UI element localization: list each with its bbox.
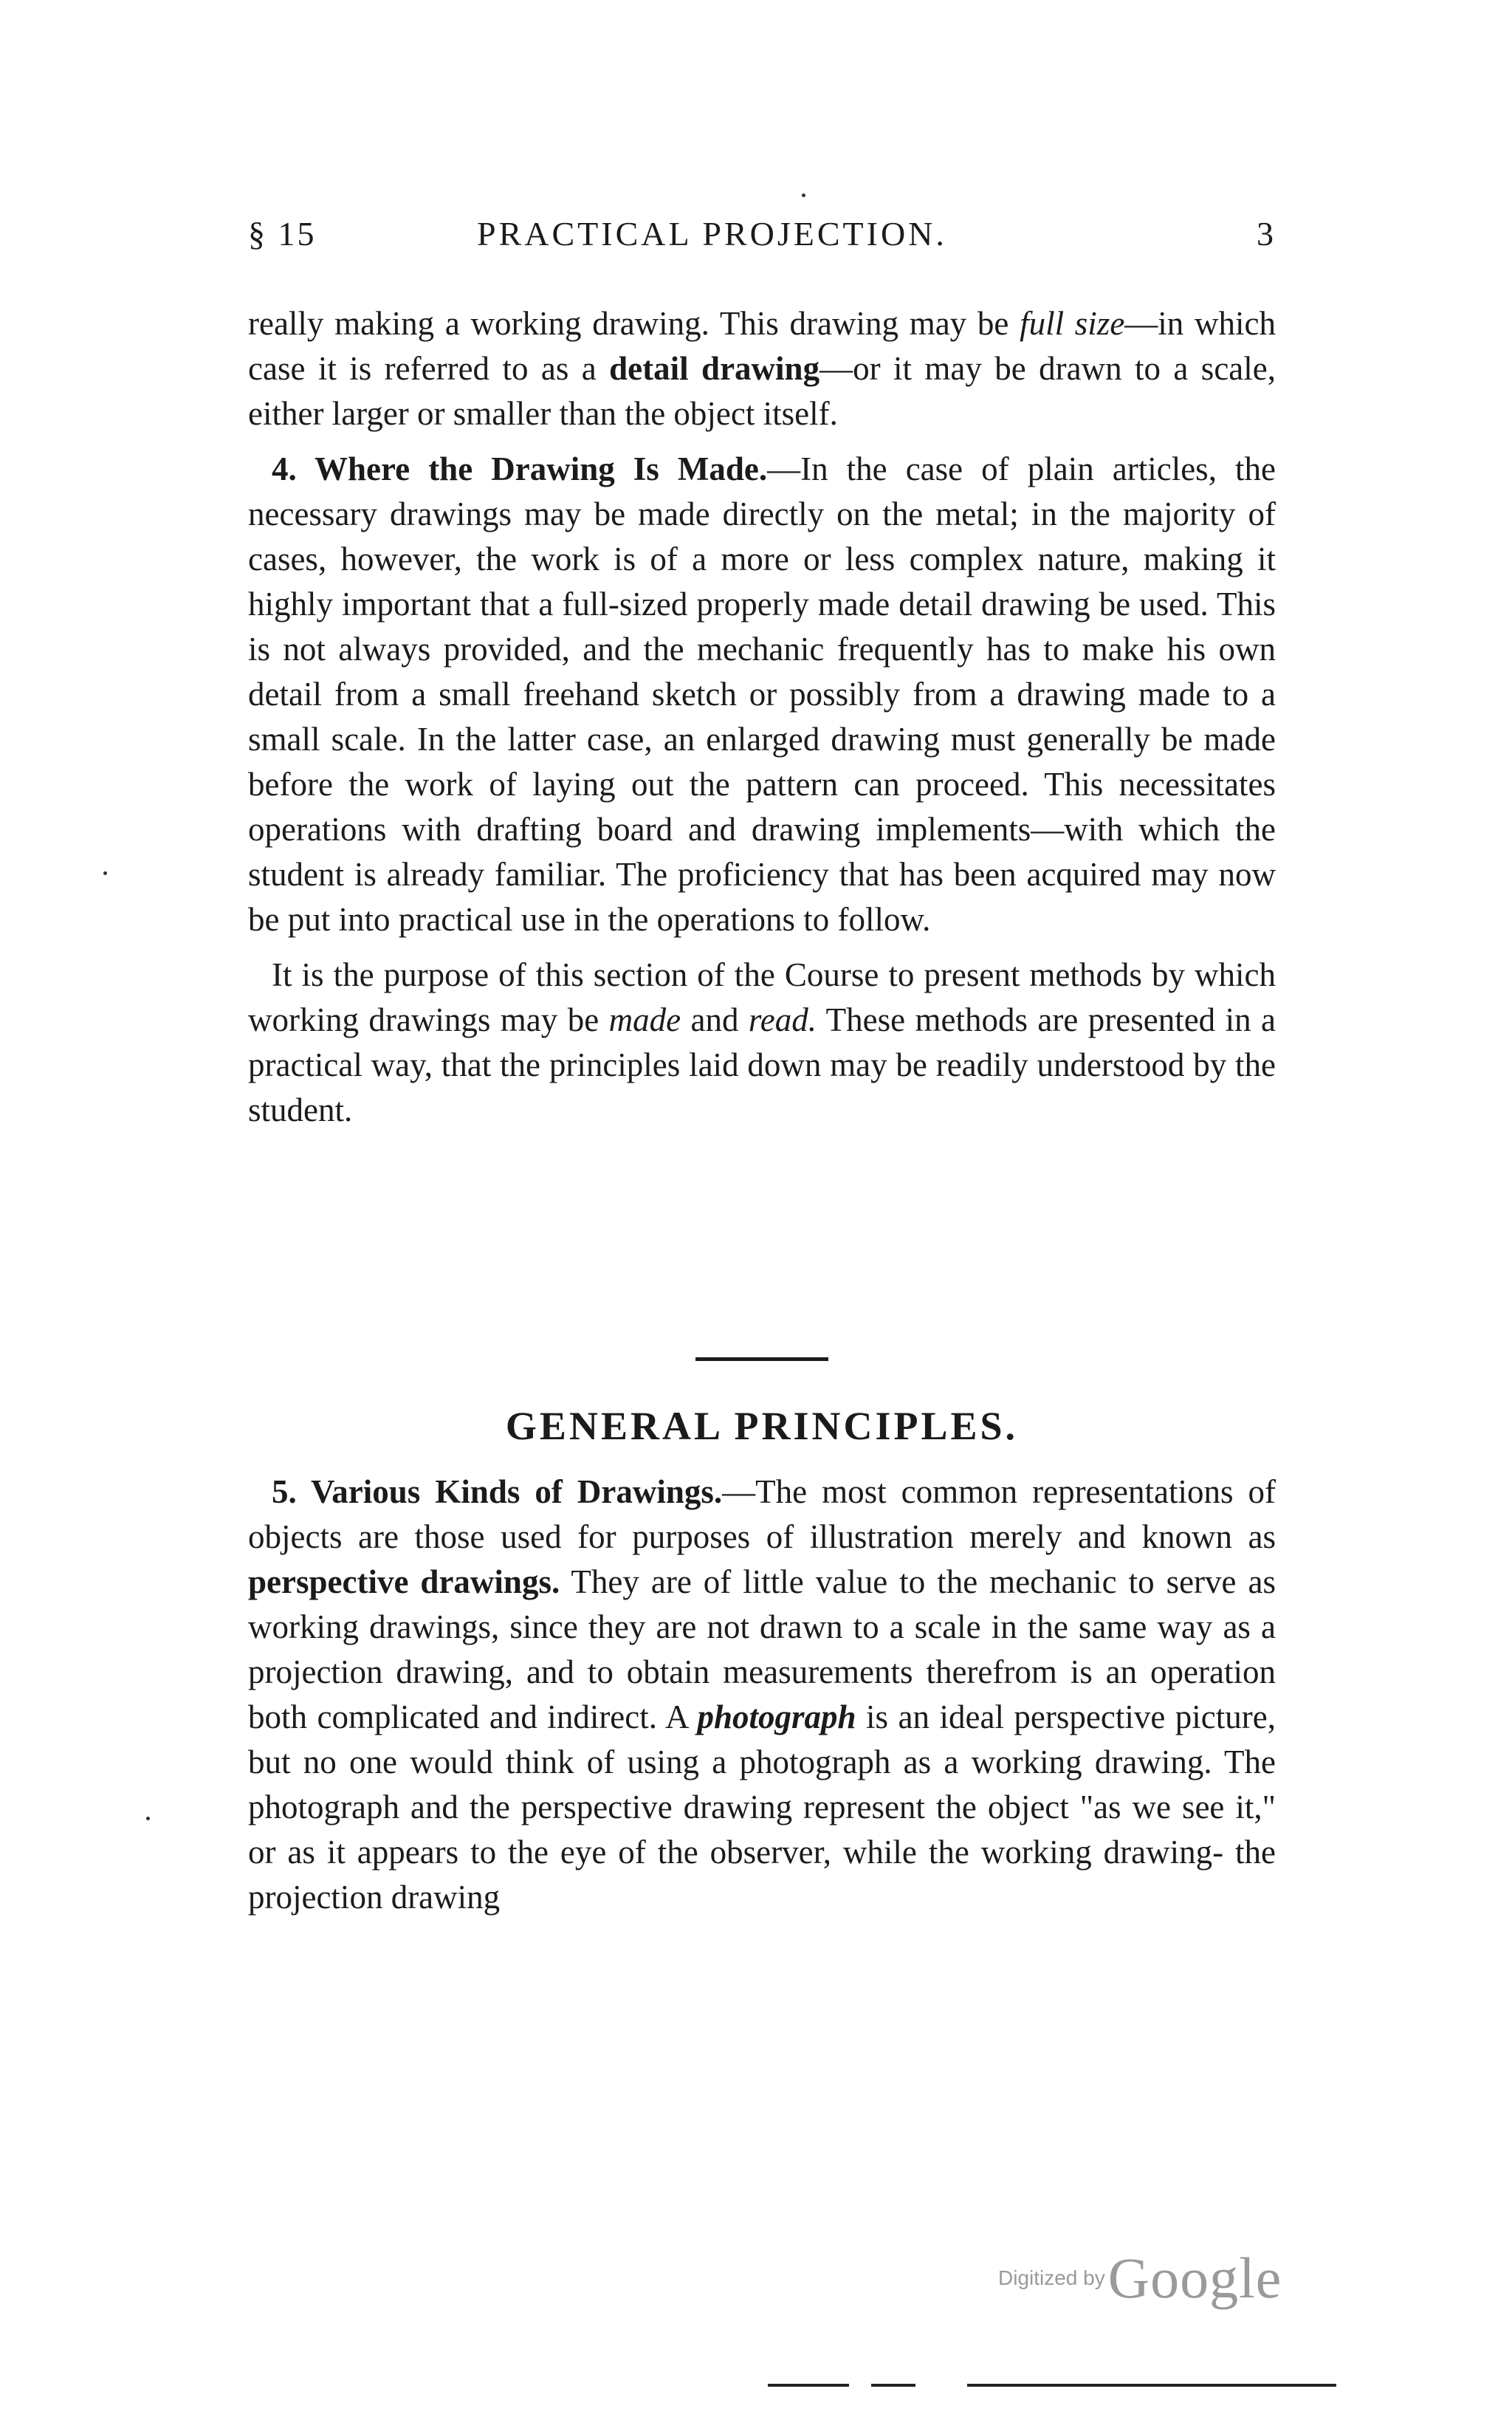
italic-term: made	[608, 1001, 681, 1038]
paragraph-3	[248, 953, 1276, 1133]
paragraph-2	[248, 447, 1276, 942]
text-run: These methods are presented in a practical way, that the principles laid down may be readily understood by the student.	[248, 1001, 1276, 1128]
text-run: —in which case it is referred to as a	[248, 305, 1276, 387]
page-edge-marks	[768, 2384, 1344, 2388]
section-title: GENERAL PRINCIPLES.	[505, 1404, 1019, 1448]
text-run: It is the purpose of this section of the Course to present methods by which working drawings may be	[248, 956, 1276, 1038]
digitization-watermark	[998, 2245, 1282, 2310]
text-run: —In the case of plain articles, the necessary drawings may be made directly on the metal; in the majority of cases, however, the work is of a more or less complex nature, making it highly important that a full-sized properly made detail drawing be used. This is not always provided, and the mechanic frequently has to make his own detail from a small freehand sketch or possibly from a drawing made to a small scale. In the latter case, an enlarged drawing must generally be made before the work of laying out the pattern can proceed. This necessitates operations with drafting board and drawing implements—with which the student is already familiar. The proficiency that has been acquired may now be put into practical use in the operations to follow.	[248, 450, 1276, 938]
scan-speck	[146, 1817, 150, 1820]
article-heading: 4. Where the Drawing Is Made.	[272, 450, 768, 487]
page-number: 3	[1257, 215, 1276, 253]
google-logo: Google	[1107, 2246, 1282, 2310]
paragraph-1	[248, 301, 1276, 436]
running-header	[248, 214, 1276, 267]
edge-mark	[871, 2384, 915, 2387]
section-divider	[695, 1357, 828, 1361]
scan-speck	[802, 193, 805, 197]
watermark-prefix: Digitized by	[998, 2266, 1105, 2289]
section-body	[248, 1470, 1276, 1920]
text-run: —or it may be drawn to a scale, either larger or smaller than the object itself.	[248, 350, 1276, 432]
article-heading: 5. Various Kinds of Drawings.	[272, 1473, 723, 1510]
text-run: really making a working drawing. This drawing may be	[248, 305, 1020, 342]
edge-mark	[967, 2384, 1336, 2387]
text-run: is an ideal perspective picture, but no one would think of using a photograph as a working drawing. The photograph and the perspective drawing represent the object "as we see it," or as it appears to the eye of the observer, while the working drawing- the projection drawing	[248, 1698, 1276, 1916]
edge-mark	[768, 2384, 849, 2387]
italic-term: photograph	[697, 1698, 856, 1735]
text-run: They are of little value to the mechanic to serve as working drawings, since they are not drawn to a scale in the same way as a projection drawing, and to obtain measurements therefrom is an operation both complicated and indirect. A	[248, 1563, 1276, 1735]
section-number: § 15	[248, 215, 317, 253]
text-run: and	[681, 1001, 749, 1038]
italic-term: full size	[1020, 305, 1125, 342]
paragraph-5	[248, 1470, 1276, 1920]
body-text	[248, 301, 1276, 1143]
text-run: —The most common representations of objects are those used for purposes of illustration merely and known as	[248, 1473, 1276, 1555]
running-title: PRACTICAL PROJECTION.	[477, 215, 947, 253]
scan-speck	[103, 871, 107, 875]
bold-term: perspective drawings.	[248, 1563, 560, 1600]
italic-term: read.	[748, 1001, 817, 1038]
bold-term: detail drawing	[609, 350, 820, 387]
